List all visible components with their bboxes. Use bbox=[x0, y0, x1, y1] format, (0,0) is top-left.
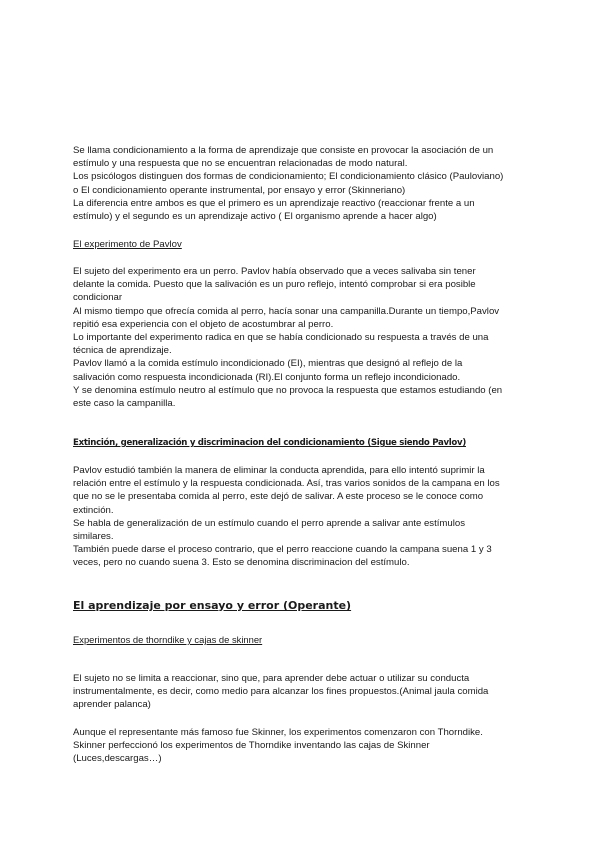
text-line: relación entre el estímulo y la respuesta condicionada. Así, tras varios sonidos de la campana en los bbox=[73, 478, 500, 490]
text-line: Aunque el representante más famoso fue Skinner, los experimentos comenzaron con Thorndike. bbox=[73, 727, 483, 738]
text-line: delante la comida. Puesto que la salivación es un puro reflejo, intentó comprobar si era posible bbox=[73, 279, 476, 291]
text-line: (Luces,descargas…) bbox=[73, 753, 162, 765]
text-line: veces, pero no cuando suena 3. Esto se denomina discriminacion del estímulo. bbox=[73, 557, 410, 569]
extincion-paragraph bbox=[73, 464, 533, 570]
text-line: El sujeto del experimento era un perro. Pavlov había observado que a veces salivaba sin tener bbox=[73, 266, 476, 277]
pavlov-heading: El experimento de Pavlov bbox=[73, 239, 182, 250]
text-line: repitió esa experiencia con el objeto de acostumbrar al perro. bbox=[73, 318, 334, 330]
text-line: condicionar bbox=[73, 292, 123, 304]
text-line: instrumentalmente, es decir, como medio para alcanzar los fines propuestos.(Animal jaula comida bbox=[73, 686, 489, 698]
extincion-heading: Extinción, generalización y discriminacion del condicionamiento (Sigue siendo Pavlov) bbox=[73, 438, 466, 448]
text-line: aprender palanca) bbox=[73, 699, 151, 711]
operante-paragraph-1 bbox=[73, 672, 533, 712]
text-line: Lo importante del experimento radica en que se había condicionado su respuesta a través de una bbox=[73, 332, 489, 344]
text-line: similares. bbox=[73, 531, 114, 543]
text-line: Y se denomina estímulo neutro al estímulo que no provoca la respuesta que estamos estudiando (en bbox=[73, 384, 503, 396]
text-line: salivación como respuesta incondicionada (RI).El conjunto forma un reflejo incondicionado. bbox=[73, 371, 461, 383]
text-line: extinción. bbox=[73, 504, 114, 516]
text-line: Pavlov estudió también la manera de eliminar la conducta aprendida, para ello intentó suprimir la bbox=[73, 465, 485, 476]
text-line: Los psicólogos distinguen dos formas de condicionamiento; El condicionamiento clásico (Pauloviano) bbox=[73, 171, 504, 183]
text-line: El sujeto no se limita a reaccionar, sino que, para aprender debe actuar o utilizar su conducta bbox=[73, 673, 470, 684]
intro-paragraph bbox=[73, 144, 533, 223]
text-line: estímulo) y el segundo es un aprendizaje activo ( El organismo aprende a hacer algo) bbox=[73, 211, 437, 223]
text-line: que no se le presentaba comida al perro, este dejó de salivar. A este proceso se le conoce como bbox=[73, 491, 484, 503]
operante-paragraph-2 bbox=[73, 726, 533, 766]
operante-subheading: Experimentos de thorndike y cajas de skinner bbox=[73, 634, 263, 645]
text-line: este caso la campanilla. bbox=[73, 398, 176, 410]
text-line: También puede darse el proceso contrario, que el perro reaccione cuando la campana suena 1 y 3 bbox=[73, 544, 492, 556]
text-line: Al mismo tiempo que ofrecía comida al perro, hacía sonar una campanilla.Durante un tiempo,Pavlov bbox=[73, 305, 500, 317]
text-line: Se llama condicionamiento a la forma de aprendizaje que consiste en provocar la asociación de un bbox=[73, 145, 494, 156]
text-line: Se habla de generalización de un estímulo cuando el perro aprende a salivar ante estímulos bbox=[73, 517, 465, 529]
text-line: técnica de aprendizaje. bbox=[73, 345, 172, 357]
text-line: Skinner perfeccionó los experimentos de Thorndike inventando las cajas de Skinner bbox=[73, 740, 430, 752]
text-line: o El condicionamiento operante instrumental, por ensayo y error (Skinneriano) bbox=[73, 184, 406, 196]
text-line: Pavlov llamó a la comida estímulo incondicionado (EI), mientras que designó al reflejo de la bbox=[73, 358, 463, 370]
text-line: La diferencia entre ambos es que el primero es un aprendizaje reactivo (reaccionar frente a un bbox=[73, 197, 475, 209]
pavlov-paragraph bbox=[73, 265, 533, 410]
operante-heading: El aprendizaje por ensayo y error (Operante) bbox=[73, 599, 352, 612]
text-line: estímulo y una respuesta que no se encuentran relacionadas de modo natural. bbox=[73, 158, 408, 170]
